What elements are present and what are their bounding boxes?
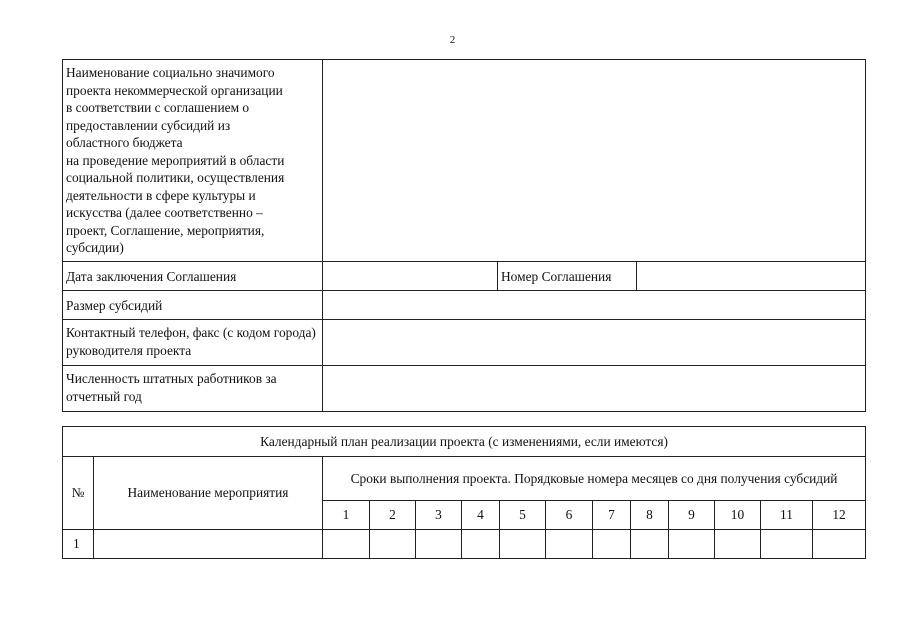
month-cell-10[interactable] <box>715 530 761 559</box>
subsidy-size-row <box>63 291 866 320</box>
month-header-11: 11 <box>761 501 813 530</box>
month-cell-4[interactable] <box>462 530 500 559</box>
month-header-10: 10 <box>715 501 761 530</box>
month-header-9: 9 <box>669 501 715 530</box>
month-header-5: 5 <box>500 501 546 530</box>
subsidy-size-value-cell[interactable] <box>323 291 866 320</box>
month-cell-8[interactable] <box>631 530 669 559</box>
project-name-label-line: социальной политики, осуществления <box>66 170 285 185</box>
contact-phone-label: Контактный телефон, факс (с кодом города) руководителя проекта <box>63 320 323 366</box>
project-name-label-line: в соответствии с соглашением о <box>66 100 250 115</box>
project-name-label-line: на проведение мероприятий в области <box>66 152 285 168</box>
month-cell-9[interactable] <box>669 530 715 559</box>
col-months-header: Сроки выполнения проекта. Порядковые номера месяцев со дня получения субсидий <box>323 457 866 501</box>
agreement-number-value-cell[interactable] <box>637 262 866 291</box>
calendar-plan-table <box>62 426 866 559</box>
plan-title: Календарный план реализации проекта (с изменениями, если имеются) <box>63 427 866 457</box>
agreement-date-value-cell[interactable] <box>323 262 498 291</box>
contact-phone-value-cell[interactable] <box>323 320 866 366</box>
project-name-label-line: деятельности в сфере культуры и <box>66 187 256 203</box>
row-number: 1 <box>63 530 94 559</box>
month-header-1: 1 <box>323 501 370 530</box>
project-name-row <box>63 60 866 262</box>
month-cell-2[interactable] <box>370 530 416 559</box>
col-event-header: Наименование мероприятия <box>94 457 323 530</box>
project-name-label-line: областного бюджета <box>66 135 183 150</box>
contact-phone-row <box>63 320 866 366</box>
project-name-label-line: субсидии) <box>66 240 124 255</box>
project-name-label-line: искусства (далее соответственно – <box>66 205 263 220</box>
month-cell-3[interactable] <box>416 530 462 559</box>
month-header-8: 8 <box>631 501 669 530</box>
month-header-3: 3 <box>416 501 462 530</box>
page-number: 2 <box>449 34 456 46</box>
project-name-label-line: предоставлении субсидий из <box>66 117 231 133</box>
project-name-label-line: Наименование социально значимого <box>66 65 275 80</box>
agreement-date-row <box>63 262 866 291</box>
plan-body <box>63 530 866 559</box>
staff-count-label: Численность штатных работников за отчетный год <box>63 366 323 412</box>
month-header-7: 7 <box>593 501 631 530</box>
plan-title-row <box>63 427 866 457</box>
month-header-12: 12 <box>813 501 866 530</box>
month-cell-5[interactable] <box>500 530 546 559</box>
month-header-4: 4 <box>462 501 500 530</box>
project-name-label-line: проекта некоммерческой организации <box>66 82 283 98</box>
col-number-header: № <box>63 457 94 530</box>
month-cell-1[interactable] <box>323 530 370 559</box>
month-cell-7[interactable] <box>593 530 631 559</box>
project-name-value-cell[interactable] <box>323 60 866 262</box>
staff-count-row <box>63 366 866 412</box>
agreement-date-label: Дата заключения Соглашения <box>63 262 323 291</box>
month-header-6: 6 <box>546 501 593 530</box>
agreement-number-label: Номер Соглашения <box>498 262 637 291</box>
staff-count-value-cell[interactable] <box>323 366 866 412</box>
month-cell-12[interactable] <box>813 530 866 559</box>
project-name-label <box>63 60 323 262</box>
project-name-label-line: проект, Соглашение, мероприятия, <box>66 222 265 238</box>
row-event-cell[interactable] <box>94 530 323 559</box>
project-info-table <box>62 59 866 412</box>
month-cell-6[interactable] <box>546 530 593 559</box>
month-cell-11[interactable] <box>761 530 813 559</box>
month-header-2: 2 <box>370 501 416 530</box>
subsidy-size-label: Размер субсидий <box>63 291 323 320</box>
plan-header-row <box>63 457 866 501</box>
table-row <box>63 530 866 559</box>
